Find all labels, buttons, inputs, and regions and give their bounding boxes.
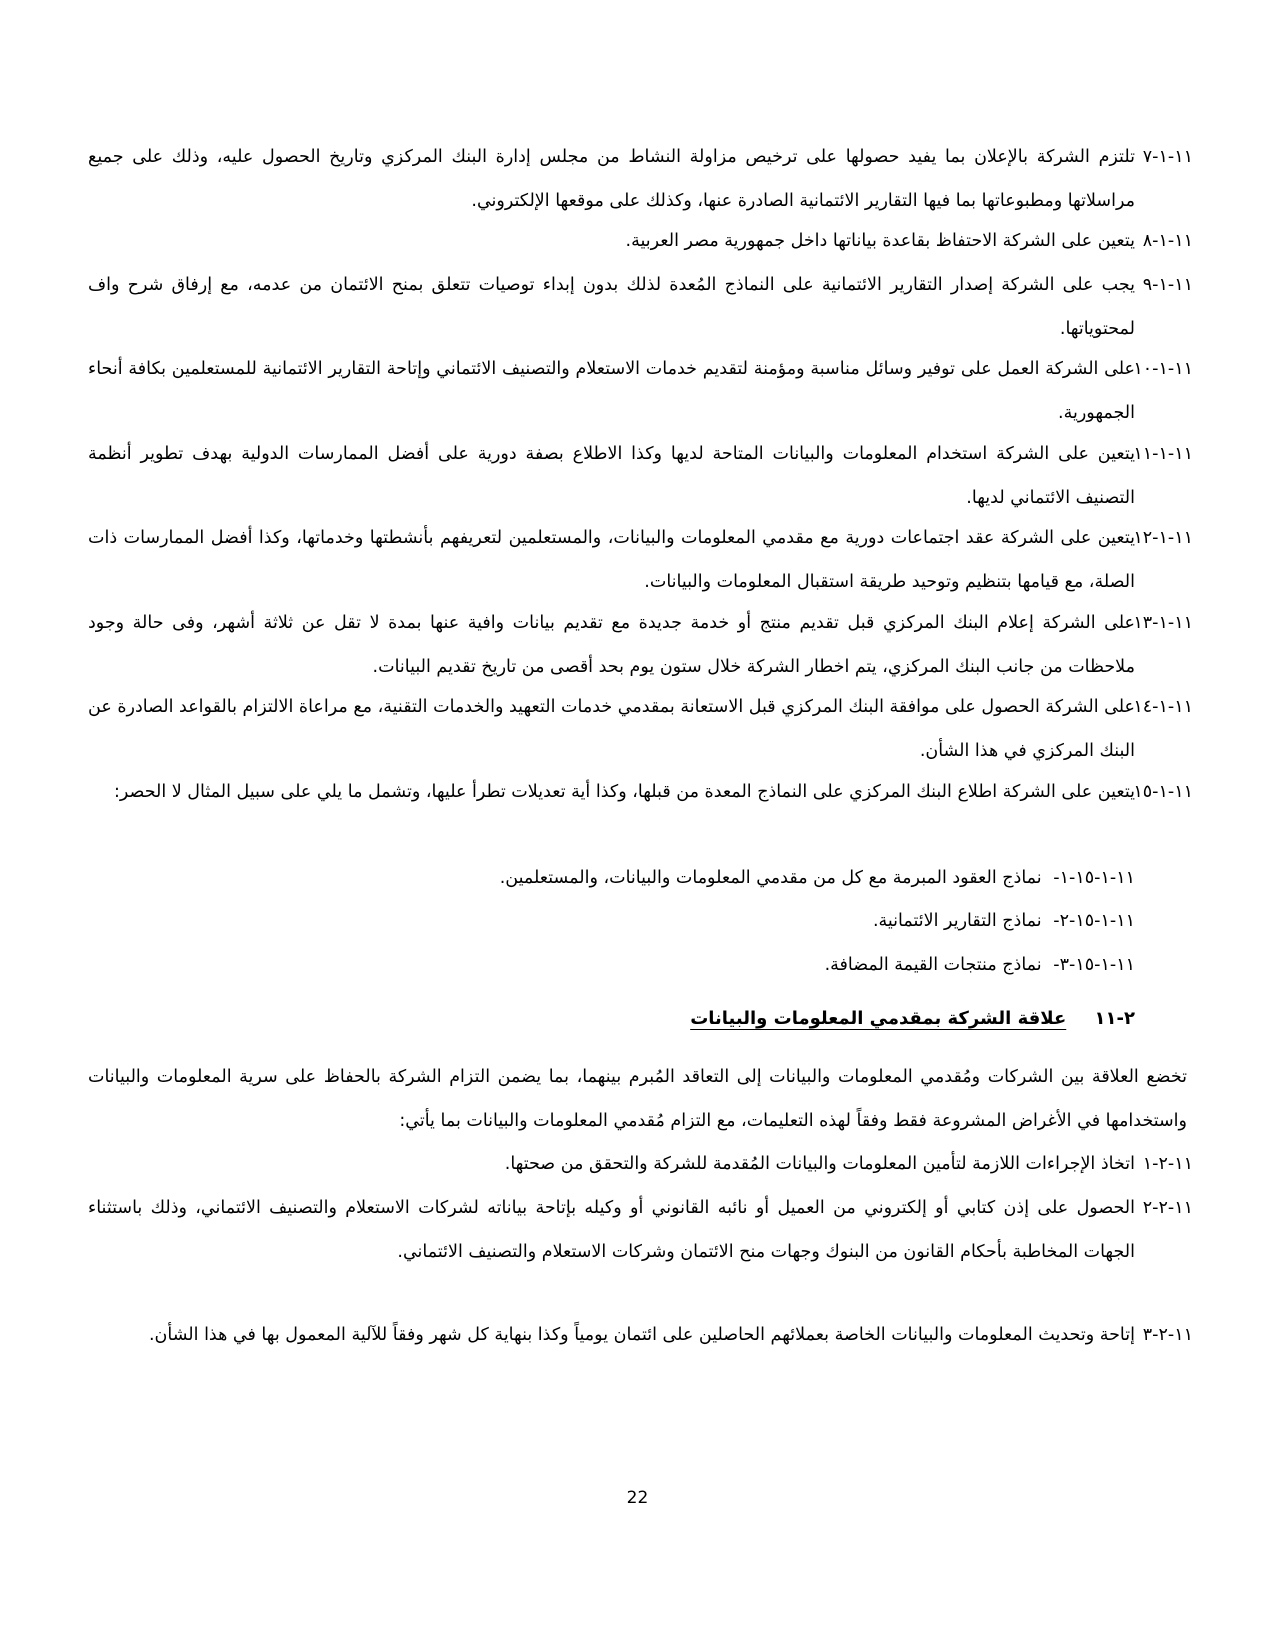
section-heading xyxy=(690,997,1135,1041)
clause-11-1-7 xyxy=(88,135,1193,223)
clause-number: ١١-١-١١ xyxy=(1133,444,1193,464)
clause-11-1-10 xyxy=(88,347,1193,435)
clause-text: يجب على الشركة إصدار التقارير الائتمانية على النماذج المُعدة لذلك بدون إبداء توصيات تتعلق بمنح الائتمان من عدمه، مع إرفاق شرح واف لمحتوياتها. xyxy=(88,275,1135,339)
subclause-11-1-15-3 xyxy=(88,943,1135,987)
clause-number: ١١-٢-١ xyxy=(1142,1154,1193,1174)
clause-11-1-12 xyxy=(88,516,1193,604)
clause-text: يتعين على الشركة اطلاع البنك المركزي على النماذج المعدة من قبلها، وكذا أية تعديلات تطرأ عليها، وتشمل ما يلي على سبيل المثال لا الحصر: xyxy=(113,782,1135,802)
clause-11-1-9 xyxy=(88,263,1193,351)
clause-text: يتعين على الشركة الاحتفاظ بقاعدة بياناتها داخل جمهورية مصر العربية. xyxy=(625,231,1135,251)
subclause-number: ١١-١-١٥-٣- xyxy=(1053,955,1135,975)
clause-number: ١١-١-١٢ xyxy=(1133,528,1193,548)
clause-11-2-2 xyxy=(88,1186,1193,1274)
clause-number: ١١-٢-٣ xyxy=(1142,1325,1193,1345)
clause-number: ١١-١-٨ xyxy=(1142,231,1193,251)
clause-11-1-8 xyxy=(88,219,1193,263)
clause-text: على الشركة إعلام البنك المركزي قبل تقديم منتج أو خدمة جديدة مع تقديم بيانات وافية عنها بمدة لا تقل عن ثلاثة أشهر، وفى حالة وجود ملاحظات من جانب البنك المركزي، يتم اخطار الشركة خلال ستون يوم بحد أقصى من تاريخ تقديم البيانات. xyxy=(88,613,1135,677)
section-intro-paragraph: تخضع العلاقة بين الشركات ومُقدمي المعلومات والبيانات إلى التعاقد المُبرم بينهما، بما يضمن التزام الشركة بالحفاظ على سرية المعلومات والبيانات واستخدامها في الأغراض المشروعة فقط وفقاً لهذه التعليمات، مع التزام مُقدمي المعلومات والبيانات بما يأتي: xyxy=(88,1067,1187,1131)
clause-number: ١١-١-٧ xyxy=(1142,147,1193,167)
subclause-11-1-15-1 xyxy=(88,856,1135,900)
clause-text: اتخاذ الإجراءات اللازمة لتأمين المعلومات والبيانات المُقدمة للشركة والتحقق من صحتها. xyxy=(504,1154,1135,1174)
clause-text: على الشركة الحصول على موافقة البنك المركزي قبل الاستعانة بمقدمي خدمات التعهيد والخدمات التقنية، مع مراعاة الالتزام بالقواعد الصادرة عن البنك المركزي في هذا الشأن. xyxy=(88,697,1135,761)
clause-number: ١١-١-١٤ xyxy=(1133,697,1193,717)
clause-number: ١١-١-٩ xyxy=(1142,275,1193,295)
subclause-text: نماذج منتجات القيمة المضافة. xyxy=(824,955,1042,975)
clause-11-2-3 xyxy=(88,1313,1193,1357)
clause-text: إتاحة وتحديث المعلومات والبيانات الخاصة بعملائهم الحاصلين على ائتمان يومياً وكذا بنهاية كل شهر وفقاً للآلية المعمول بها في هذا الشأن. xyxy=(148,1325,1135,1345)
subclause-text: نماذج العقود المبرمة مع كل من مقدمي المعلومات والبيانات، والمستعلمين. xyxy=(499,868,1042,888)
clause-number: ١١-١-١٥ xyxy=(1133,782,1193,802)
clause-text: يتعين على الشركة استخدام المعلومات والبيانات المتاحة لديها وكذا الاطلاع بصفة دورية على أفضل الممارسات الدولية بهدف تطوير أنظمة التصنيف الائتماني لديها. xyxy=(88,444,1135,508)
subclause-number: ١١-١-١٥-٢- xyxy=(1053,911,1135,931)
clause-11-1-14 xyxy=(88,685,1193,773)
clause-text: الحصول على إذن كتابي أو إلكتروني من العميل أو نائبه القانوني أو وكيله بإتاحة بياناته لشركات الاستعلام والتصنيف الائتماني، وذلك باستثناء الجهات المخاطبة بأحكام القانون من البنوك وجهات منح الائتمان وشركات الاستعلام والتصنيف الائتماني. xyxy=(88,1198,1135,1262)
clause-text: يتعين على الشركة عقد اجتماعات دورية مع مقدمي المعلومات والبيانات، والمستعلمين لتعريفهم بأنشطتها وخدماتها، وكذا أفضل الممارسات ذات الصلة، مع قيامها بتنظيم وتوحيد طريقة استقبال المعلومات والبيانات. xyxy=(88,528,1135,592)
clause-11-1-11 xyxy=(88,432,1193,520)
clause-number: ١١-١-١٠ xyxy=(1133,359,1193,379)
clause-number: ١١-٢-٢ xyxy=(1142,1198,1193,1218)
clause-text: على الشركة العمل على توفير وسائل مناسبة ومؤمنة لتقديم خدمات الاستعلام والتصنيف الائتماني وإتاحة التقارير الائتمانية للمستعلمين بكافة أنحاء الجمهورية. xyxy=(88,359,1135,423)
clause-11-1-13 xyxy=(88,601,1193,689)
clause-11-1-15 xyxy=(88,770,1193,814)
subclause-11-1-15-2 xyxy=(88,899,1135,943)
subclause-text: نماذج التقارير الائتمانية. xyxy=(872,911,1042,931)
section-title: علاقة الشركة بمقدمي المعلومات والبيانات xyxy=(690,1008,1067,1029)
clause-11-2-1 xyxy=(88,1142,1193,1186)
clause-number: ١١-١-١٣ xyxy=(1133,613,1193,633)
page-number: 22 xyxy=(626,1488,649,1508)
subclause-number: ١١-١-١٥-١- xyxy=(1053,868,1135,888)
section-number: ٢-١١ xyxy=(1094,1008,1135,1029)
clause-text: تلتزم الشركة بالإعلان بما يفيد حصولها على ترخيص مزاولة النشاط من مجلس إدارة البنك المركزي وتاريخ الحصول عليه، وذلك على جميع مراسلاتها ومطبوعاتها بما فيها التقارير الائتمانية الصادرة عنها، وكذلك على موقعها الإلكتروني. xyxy=(88,147,1135,211)
